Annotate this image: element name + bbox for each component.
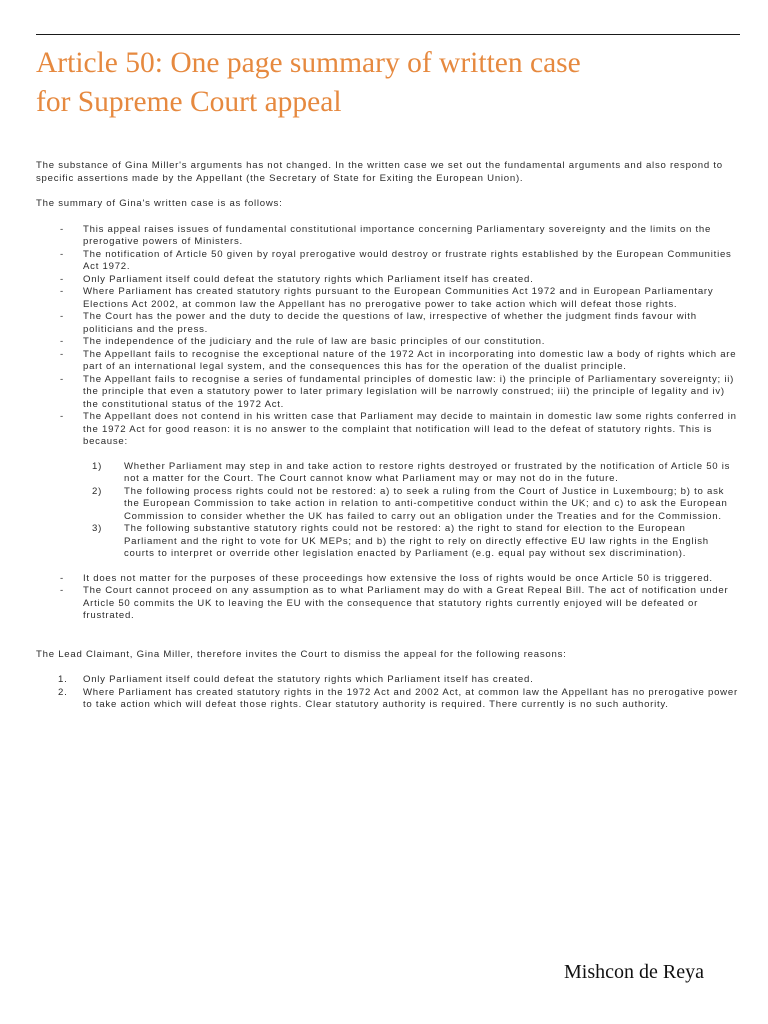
dash-marker: - <box>60 336 64 347</box>
header-rule <box>36 34 740 35</box>
dash-marker: - <box>60 585 64 596</box>
sub-item-number: 3) <box>92 523 103 534</box>
sub-list-item <box>36 461 742 486</box>
reason-text: Where Parliament has created statutory rights in the 1972 Act and 2002 Act, at common law the Appellant has no prerogative power to take action which will defeat those rights. Clear statutory authority is required. There currently is no such authority. <box>83 686 738 710</box>
reason-number: 1. <box>58 674 68 685</box>
dash-marker: - <box>60 286 64 297</box>
dash-marker: - <box>60 348 64 360</box>
list-item-text: The Court cannot proceed on any assumption as to what Parliament may do with a Great Repeal Bill. The act of notification under Article 50 commits the UK to leaving the EU with the consequence that statutory rights currently enjoyed will be defeated or frustrated. <box>83 585 729 621</box>
document-body <box>36 160 742 712</box>
title-line-1: Article 50: One page summary of written case <box>36 47 581 79</box>
sub-item-text: The following substantive statutory rights could not be restored: a) the right to stand for election to the European Parliament and the right to vote for UK MEPs; and b) the right to rely on directly effective EU law rights in the English courts to interpret or override other legislation enacted by Parliament (e.g. equal pay without sex discrimination). <box>124 523 709 559</box>
list-item <box>36 336 742 349</box>
sub-item-number: 2) <box>92 485 103 497</box>
sub-item-number: 1) <box>92 460 103 472</box>
sub-item-text: Whether Parliament may step in and take action to restore rights destroyed or frustrated by the notification of Article 50 is not a matter for the Court. The Court cannot know what Parliament may or may not do in the future. <box>124 460 731 484</box>
list-item <box>36 573 742 586</box>
list-item-text: The notification of Article 50 given by royal prerogative would destroy or frustrate rights established by the European Communities Act 1972. <box>83 248 732 272</box>
summary-points-list <box>36 224 742 449</box>
list-item <box>36 224 742 249</box>
dash-marker: - <box>60 273 64 285</box>
reason-item <box>36 687 742 712</box>
document-title <box>36 44 756 122</box>
reason-number: 2. <box>58 686 68 698</box>
dash-marker: - <box>60 223 64 235</box>
dash-marker: - <box>60 411 64 422</box>
sub-list-item <box>36 486 742 524</box>
list-item-text: This appeal raises issues of fundamental constitutional importance concerning Parliamentary sovereignty and the limits on the prerogative powers of Ministers. <box>83 223 712 247</box>
list-item-text: The Appellant fails to recognise a series of fundamental principles of domestic law: i) the principle of Parliamentary sovereignty; ii) the principle that even a statutory power to later primary legislation will be narrowly construed; iii) the principle of legality and iv) the constitutional status of the 1972 Act. <box>83 373 735 410</box>
list-item-text: The Appellant fails to recognise the exceptional nature of the 1972 Act in incorporating into domestic law a body of rights which are part of an international legal system, and the consequences this has for the operation of the dualist principle. <box>83 348 737 372</box>
intro-paragraph: The substance of Gina Miller's arguments has not changed. In the written case we set out the fundamental arguments and also respond to specific assertions made by the Appellant (the Secretary of State for Exiting the European Union). <box>36 160 723 184</box>
list-item-text: The Court has the power and the duty to decide the questions of law, irrespective of whether the judgment finds favour with politicians and the press. <box>83 311 697 335</box>
list-item <box>36 585 742 623</box>
list-item-text: Where Parliament has created statutory rights pursuant to the European Communities Act 1972 and in European Parliamentary Elections Act 2002, at common law the Appellant has no prerogative power to take action which will defeat those rights. <box>83 286 714 310</box>
list-item-text: Only Parliament itself could defeat the statutory rights which Parliament itself has created. <box>83 273 534 285</box>
list-item <box>36 374 742 412</box>
further-points-list <box>36 573 742 623</box>
reason-text: Only Parliament itself could defeat the statutory rights which Parliament itself has created. <box>83 674 534 685</box>
list-item <box>36 286 742 311</box>
sub-list-item <box>36 523 742 561</box>
dash-marker: - <box>60 373 64 385</box>
dash-marker: - <box>60 572 64 584</box>
reason-item <box>36 674 742 687</box>
list-item <box>36 411 742 449</box>
sub-points-list <box>36 461 742 561</box>
mishcon-de-reya-logo: Mishcon de Reya <box>564 961 704 983</box>
dash-marker: - <box>60 311 64 322</box>
list-item <box>36 311 742 336</box>
list-item <box>36 249 742 274</box>
list-item-text: The Appellant does not contend in his written case that Parliament may decide to maintain in domestic law some rights conferred in the 1972 Act for good reason: it is no answer to the complaint that notification will lead to the defeat of statutory rights. This is because: <box>83 411 737 447</box>
list-item-text: The independence of the judiciary and the rule of law are basic principles of our constitution. <box>83 336 546 347</box>
sub-item-text: The following process rights could not be restored: a) to seek a ruling from the Court of Justice in Luxembourg; b) to ask the European Commission to take action in relation to anti-competitive conduct within the UK; and c) to ask the European Commission to consider whether the UK has failed to carry out an obligation under the Treaties and for the Commission. <box>124 485 728 522</box>
title-line-2: for Supreme Court appeal <box>36 86 342 118</box>
reasons-list <box>36 674 742 712</box>
list-item <box>36 274 742 287</box>
dash-marker: - <box>60 248 64 260</box>
reasons-lead: The Lead Claimant, Gina Miller, therefore invites the Court to dismiss the appeal for the following reasons: <box>36 648 567 660</box>
summary-lead: The summary of Gina's written case is as follows: <box>36 198 283 209</box>
list-item <box>36 349 742 374</box>
list-item-text: It does not matter for the purposes of these proceedings how extensive the loss of rights would be once Article 50 is triggered. <box>83 572 713 584</box>
